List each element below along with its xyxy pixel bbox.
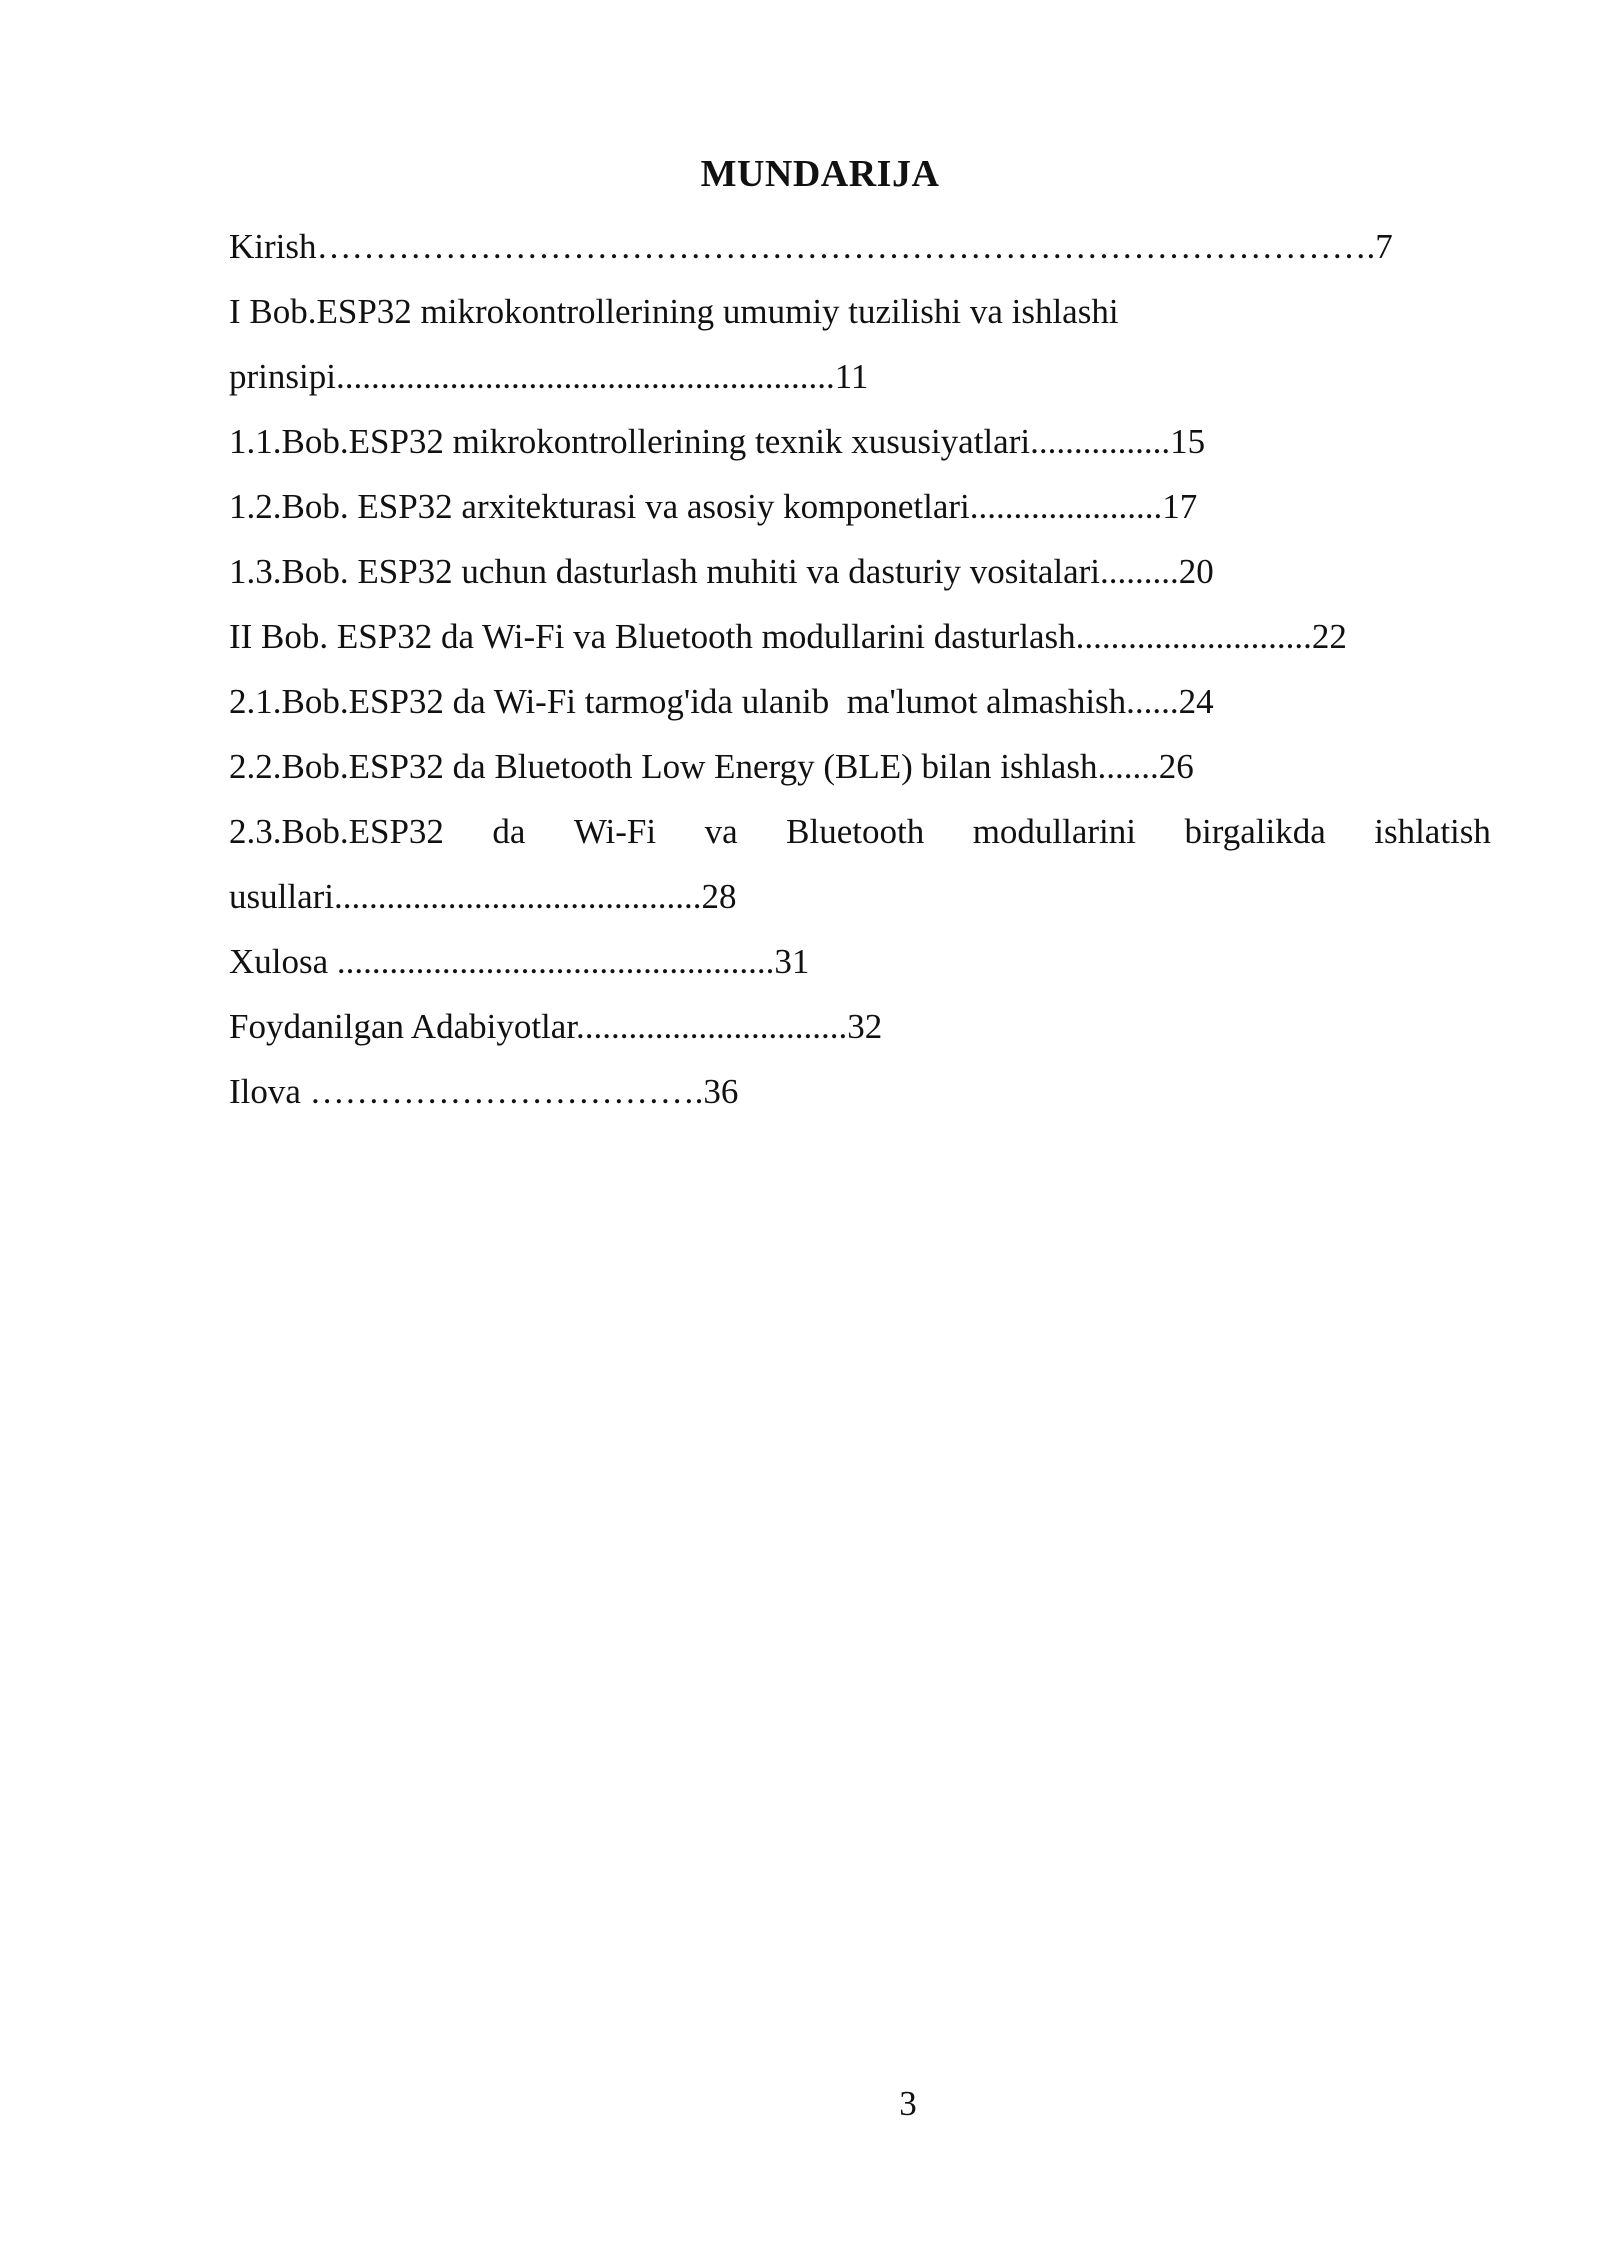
toc-entry-1-2: 1.2.Bob. ESP32 arxitekturasi va asosiy komponetlari......................17 <box>229 487 1198 526</box>
toc-entry-chapter-2: II Bob. ESP32 da Wi-Fi va Bluetooth modullarini dasturlash...........................22 <box>229 617 1347 656</box>
toc-entry-xulosa: Xulosa ..................................................31 <box>229 942 810 981</box>
toc-entry-1-3: 1.3.Bob. ESP32 uchun dasturlash muhiti va dasturiy vositalari.........20 <box>229 552 1214 591</box>
toc-word: 2.3.Bob.ESP32 <box>229 812 444 851</box>
toc-entry-2-3 <box>229 799 1491 864</box>
toc-entry-2-3-cont: usullari..........................................28 <box>229 877 737 916</box>
toc-word: Bluetooth <box>786 812 925 851</box>
table-of-contents <box>229 214 1491 1124</box>
toc-word: birgalikda <box>1184 812 1326 851</box>
toc-entry-chapter-1-cont: prinsipi.........................................................11 <box>229 357 869 396</box>
toc-entry-chapter-1: I Bob.ESP32 mikrokontrollerining umumiy tuzilishi va ishlashi <box>229 292 1119 331</box>
toc-word: Wi-Fi <box>573 812 657 851</box>
toc-word: ishlatish <box>1374 812 1491 851</box>
toc-word: va <box>704 812 738 851</box>
toc-entry-adabiyotlar: Foydanilgan Adabiyotlar...............................32 <box>229 1007 883 1046</box>
toc-entry-ilova: Ilova …………………………….36 <box>229 1072 739 1111</box>
toc-word: modullarini <box>972 812 1136 851</box>
toc-entry-2-1: 2.1.Bob.ESP32 da Wi-Fi tarmog'ida ulanib ma'lumot almashish......24 <box>229 682 1214 721</box>
toc-word: da <box>492 812 526 851</box>
toc-heading: MUNDARIJA <box>700 153 940 195</box>
toc-entry-1-1: 1.1.Bob.ESP32 mikrokontrollerining texnik xususiyatlari................15 <box>229 422 1206 461</box>
toc-entry-2-2: 2.2.Bob.ESP32 da Bluetooth Low Energy (BLE) bilan ishlash.......26 <box>229 747 1194 786</box>
page-number: 3 <box>899 2084 917 2123</box>
toc-entry-kirish: Kirish……………………………………………………………………………….7 <box>229 227 1393 266</box>
